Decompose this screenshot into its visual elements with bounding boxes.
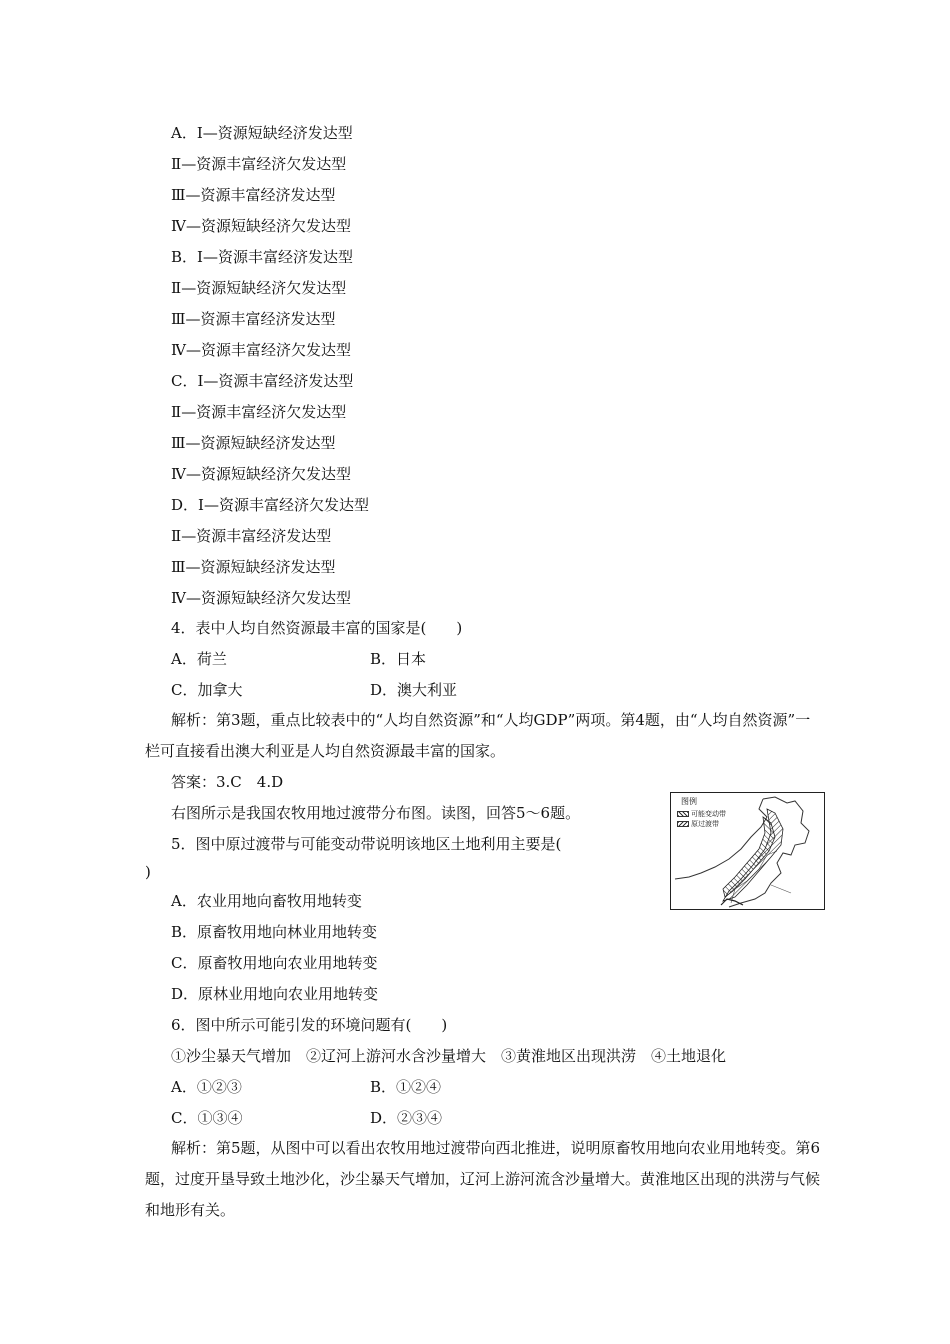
hatch-swatch-icon [677,821,689,827]
q6-option-b: B．①②④ [370,1078,442,1096]
q4-options-row-1 [171,649,427,669]
q5-option-a: A．农业用地向畜牧用地转变 [171,892,362,910]
map-legend-item-2 [677,819,719,829]
q3-option-b-4: Ⅳ—资源丰富经济欠发达型 [171,341,351,359]
q6-option-d: D．②③④ [370,1109,443,1127]
q4-options-row-2 [171,680,458,700]
q5-option-d: D．原林业用地向农业用地转变 [171,985,379,1003]
q5-option-b: B．原畜牧用地向林业用地转变 [171,923,378,941]
map-legend-label-1: 可能变动带 [691,810,726,818]
map-legend-label-2: 原过渡带 [691,820,719,828]
map-legend-title: 图例 [681,797,697,806]
q4-option-c: C．加拿大 [171,681,243,699]
q3-option-a-4: Ⅳ—资源短缺经济欠发达型 [171,217,351,235]
q5-option-c: C．原畜牧用地向农业用地转变 [171,954,378,972]
q3-option-d-2: Ⅱ—资源丰富经济发达型 [171,527,332,545]
q6-option-a: A．①②③ [171,1078,242,1096]
q6-options-row-1 [171,1077,442,1097]
q5-stem-close: ) [145,863,151,881]
q3-option-c-1: C．Ⅰ—资源丰富经济发达型 [171,372,354,390]
q5-stem: 5．图中原过渡带与可能变动带说明该地区土地利用主要是( [171,835,562,853]
q4-option-a: A．荷兰 [171,650,227,668]
hatch-swatch-icon [677,811,689,817]
q3-option-d-1: D．Ⅰ—资源丰富经济欠发达型 [171,496,369,514]
map-legend-item-1 [677,809,726,819]
analysis-5-6: 解析：第5题，从图中可以看出农牧用地过渡带向西北推进，说明原畜牧用地向农业用地转变。第6题，过度开垦导致土地沙化，沙尘暴天气增加，辽河上游河流含沙量增大。黄淮地区出现的洪涝与气候和地形有关。 [145,1139,821,1219]
q3-option-b-2: Ⅱ—资源短缺经济欠发达型 [171,279,347,297]
intro-5-6: 右图所示是我国农牧用地过渡带分布图。读图，回答5～6题。 [171,804,581,822]
q4-option-b: B．日本 [370,650,427,668]
q3-option-a-2: Ⅱ—资源丰富经济欠发达型 [171,155,347,173]
q6-option-c: C．①③④ [171,1109,243,1127]
q3-option-c-4: Ⅳ—资源短缺经济欠发达型 [171,465,351,483]
analysis-3-4: 解析：第3题，重点比较表中的“人均自然资源”和“人均GDP”两项。第4题，由“人均自然资源”一栏可直接看出澳大利亚是人均自然资源最丰富的国家。 [145,711,811,760]
q3-option-c-2: Ⅱ—资源丰富经济欠发达型 [171,403,347,421]
q3-option-a-1: A．Ⅰ—资源短缺经济发达型 [171,124,353,142]
q4-stem: 4．表中人均自然资源最丰富的国家是( ) [171,619,463,637]
q3-option-c-3: Ⅲ—资源短缺经济发达型 [171,434,336,452]
q3-option-b-1: B．Ⅰ—资源丰富经济发达型 [171,248,353,266]
q6-options-row-2 [171,1108,443,1128]
q3-option-d-4: Ⅳ—资源短缺经济欠发达型 [171,589,351,607]
q4-option-d: D．澳大利亚 [370,681,458,699]
transition-belt-map [670,792,825,910]
q6-items: ①沙尘暴天气增加 ②辽河上游河水含沙量增大 ③黄淮地区出现洪涝 ④土地退化 [171,1047,727,1065]
q3-option-b-3: Ⅲ—资源丰富经济发达型 [171,310,336,328]
q3-option-d-3: Ⅲ—资源短缺经济发达型 [171,558,336,576]
q3-option-a-3: Ⅲ—资源丰富经济发达型 [171,186,336,204]
answer-3-4: 答案：3.C 4.D [171,773,284,791]
q6-stem: 6．图中所示可能引发的环境问题有( ) [171,1016,448,1034]
